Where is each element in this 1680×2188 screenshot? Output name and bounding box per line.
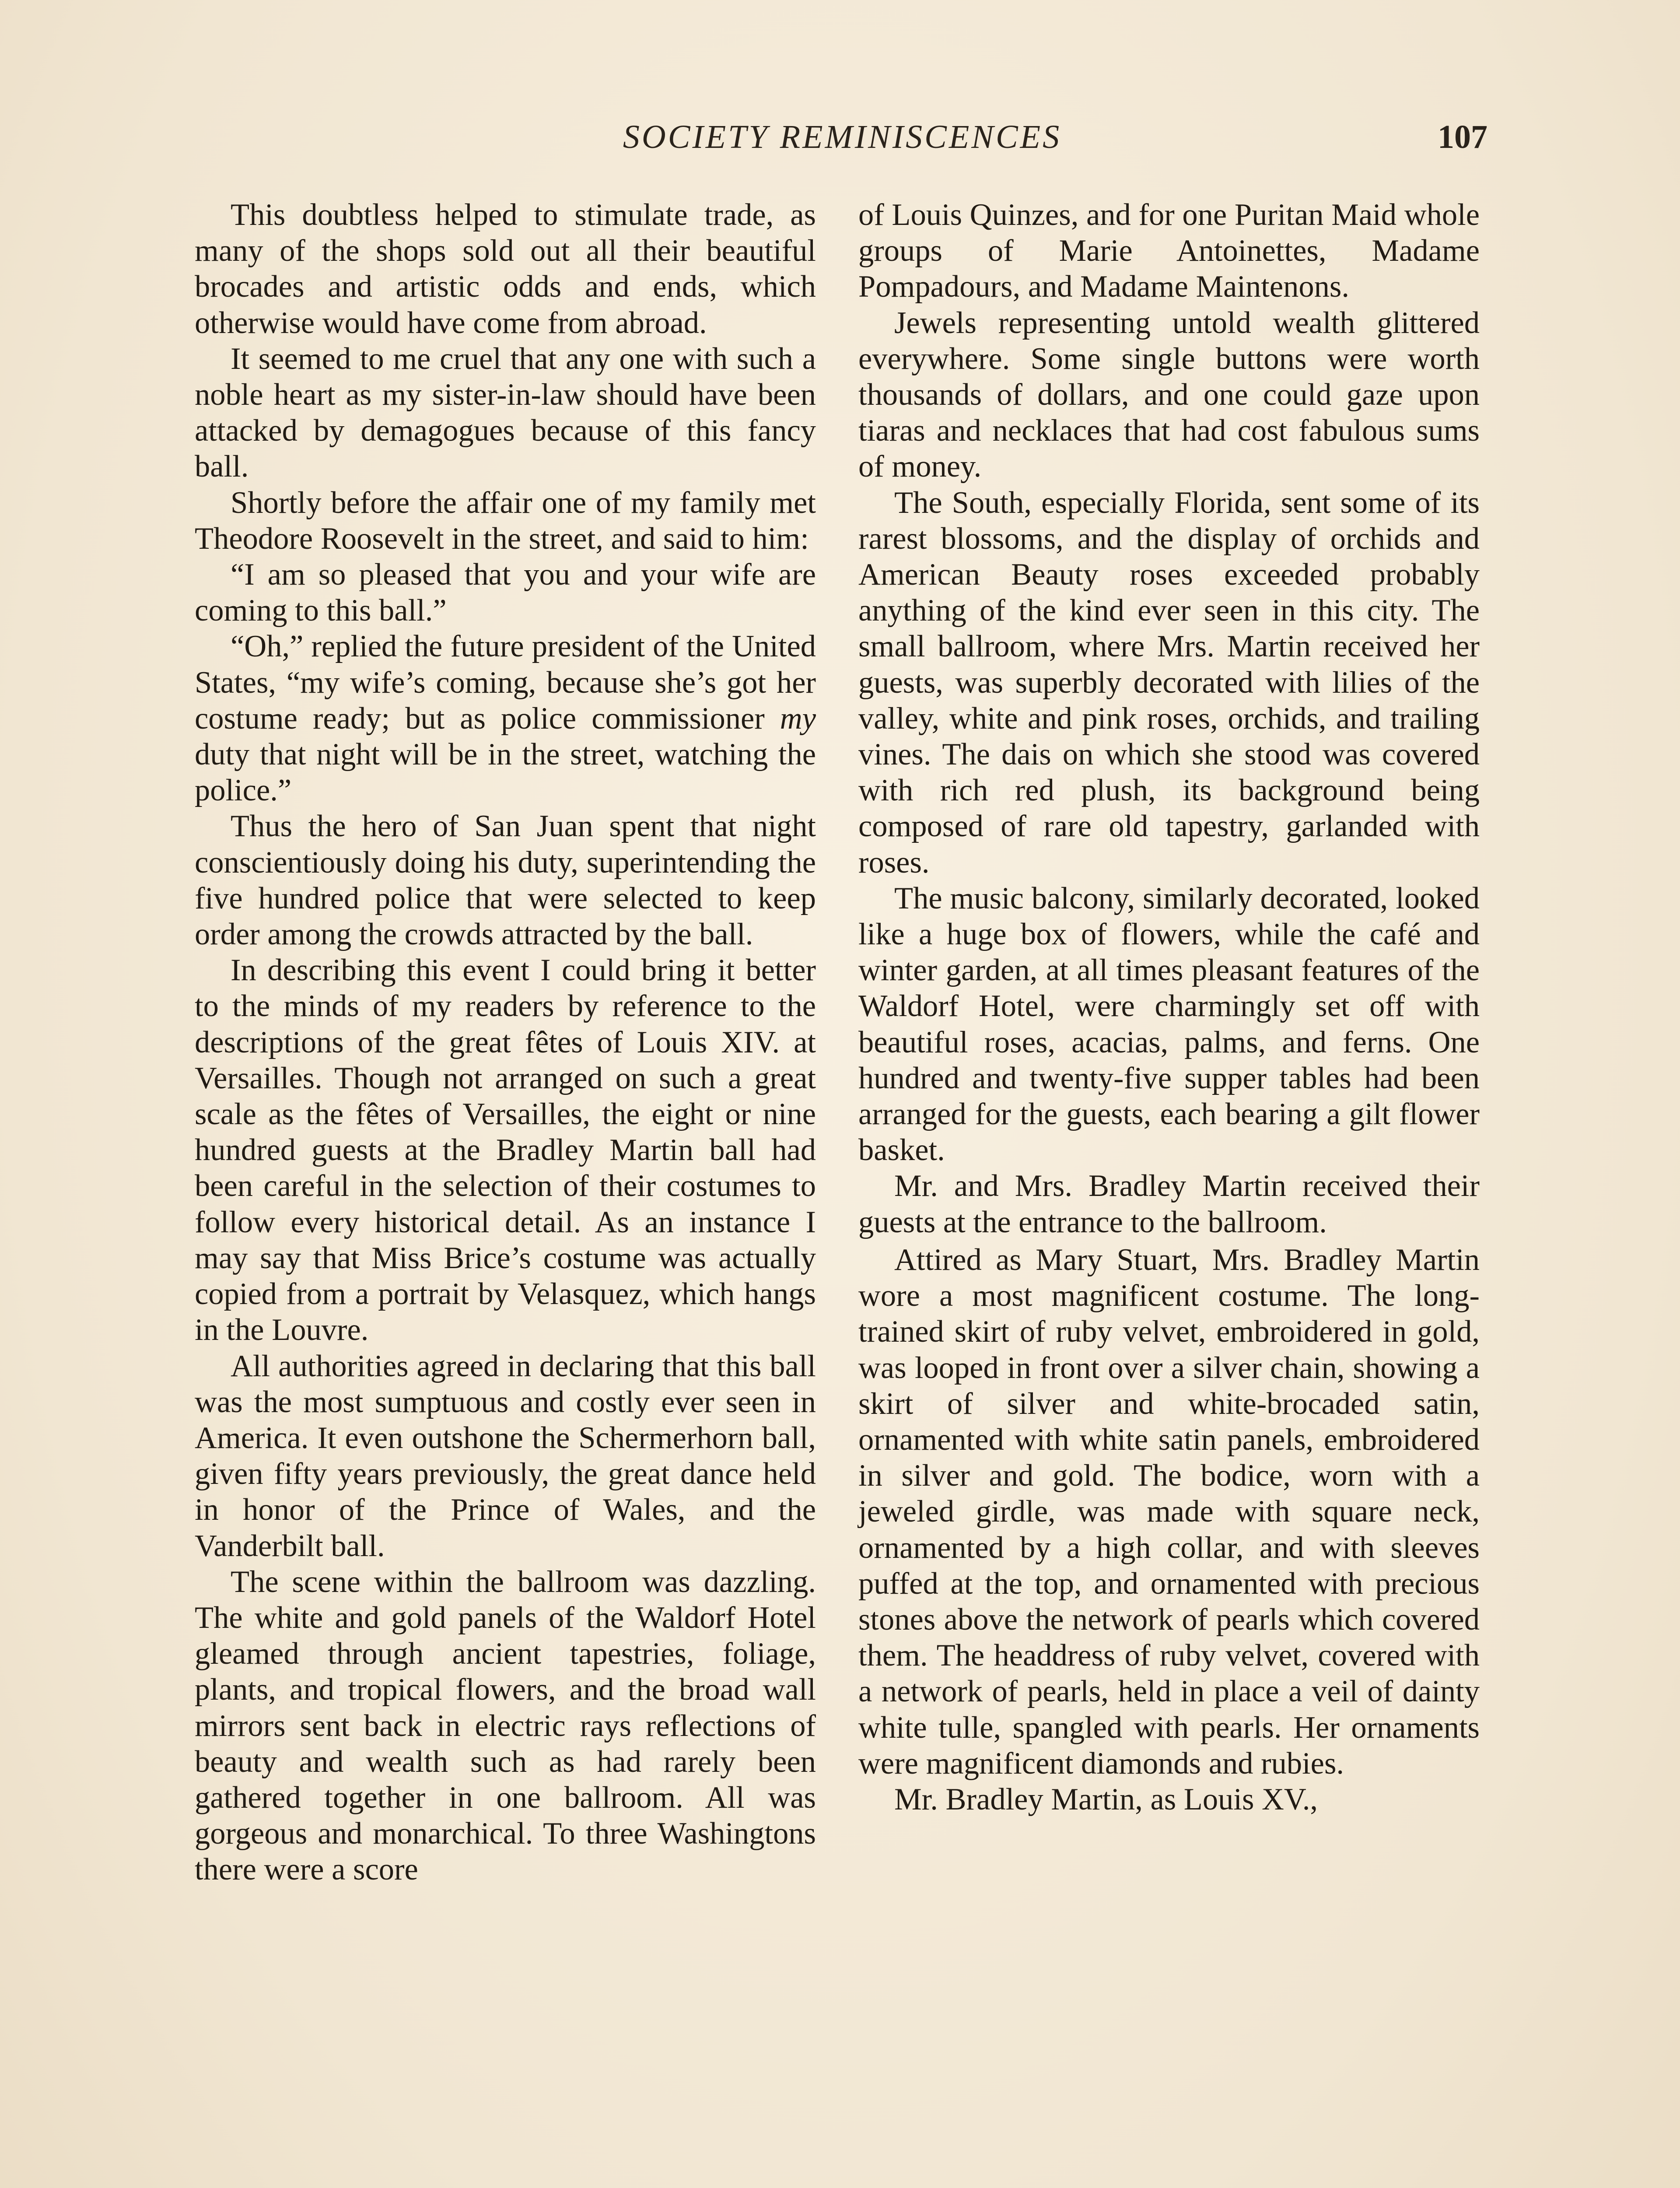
left-column [195,197,816,1888]
paragraph: All authorities agreed in declaring that this ball was the most sumptuous and costly ever seen in America. It even outshone the Schermerhorn ball, given fifty years previously, the great dance held in honor of the Prince of Wales, and the Vanderbilt ball. [195,1349,816,1563]
paragraph: The scene within the ballroom was dazzling. The white and gold panels of the Waldorf Hotel gleamed through ancient tapestries, foliage, plants, and tropical flowers, and the broad wall mirrors sent back in electric rays reflections of beauty and wealth such as had rarely been gathered together in one ballroom. All was gorgeous and monarchical. To three Washingtons there were a score [195,1564,816,1887]
paragraph: Shortly before the affair one of my family met Theodore Roosevelt in the street, and said to him: [195,485,816,556]
paragraph: Mr. and Mrs. Bradley Martin received their guests at the entrance to the ballroom. [858,1169,1480,1239]
paragraph: Thus the hero of San Juan spent that night conscientiously doing his duty, superintending the five hundred police that were selected to keep order among the crowds attracted by the ball. [195,809,816,952]
paragraph: This doubtless helped to stimulate trade, as many of the shops sold out all their beautiful brocades and artistic odds and ends, which otherwise would have come from abroad. [195,198,816,340]
paragraph: The South, especially Florida, sent some of its rarest blossoms, and the display of orchids and American Beauty roses exceeded probably anything of the kind ever seen in this city. The small ballroom, where Mrs. Martin received her guests, was superbly decorated with lilies of the valley, white and pink roses, orchids, and trailing vines. The dais on which she stood was covered with rich red plush, its background being composed of rare old tapestry, garlanded with roses. [858,485,1480,880]
paragraph: In describing this event I could bring it better to the minds of my readers by reference to the descriptions of the great fêtes of Louis XIV. at Versailles. Though not arranged on such a great scale as the fêtes of Versailles, the eight or nine hundred guests at the Bradley Martin ball had been careful in the selection of their costumes to follow every historical detail. As an instance I may say that Miss Brice’s costume was actually copied from a portrait by Velasquez, which hangs in the Louvre. [195,953,816,1347]
paragraph: Mr. Bradley Martin, as Louis XV., [894,1782,1318,1816]
paragraph: Jewels representing untold wealth glittered everywhere. Some single buttons were worth thousands of dollars, and one could gaze upon tiaras and necklaces that had cost fabulous sums of money. [858,305,1480,484]
running-head: SOCIETY REMINISCENCES [623,119,1062,155]
paragraph-continued: of Louis Quinzes, and for one Puritan Maid whole groups of Marie Antoinettes, Madame Pompadours, and Madame Maintenons. [858,198,1480,304]
emphasis-text: my [780,701,816,736]
right-column [858,197,1480,1817]
paragraph: “I am so pleased that you and your wife are coming to this ball.” [195,558,816,628]
paragraph [195,628,816,808]
paragraph: The music balcony, similarly decorated, looked like a huge box of flowers, while the café and winter garden, at all times pleasant features of the Waldorf Hotel, were charmingly set off with beautiful roses, acacias, palms, and ferns. One hundred and twenty-five supper tables had been arranged for the guests, each bearing a gilt flower basket. [858,881,1480,1168]
page-header [197,118,1488,166]
text-span: “Oh,” replied the future president of the United States, “my wife’s coming, because she’s got her costume ready; but as police commissioner [195,629,816,736]
page-number: 107 [1438,119,1488,155]
paragraph: Attired as Mary Stuart, Mrs. Bradley Martin wore a most magnificent costume. The long-trained skirt of ruby velvet, embroidered in gold, was looped in front over a silver chain, showing a skirt of silver and white-brocaded satin, ornamented with white satin panels, embroidered in silver and gold. The bodice, worn with a jeweled girdle, was made with square neck, ornamented by a high collar, and with sleeves puffed at the top, and ornamented with precious stones above the network of pearls which covered them. The headdress of ruby velvet, covered with a network of pearls, held in place a veil of dainty white tulle, spangled with pearls. Her ornaments were magnificent diamonds and rubies. [858,1242,1480,1781]
text-span: duty that night will be in the street, watching the police.” [195,737,816,808]
paragraph: It seemed to me cruel that any one with such a noble heart as my sister-in-law should have been attacked by demagogues because of this fancy ball. [195,341,816,484]
